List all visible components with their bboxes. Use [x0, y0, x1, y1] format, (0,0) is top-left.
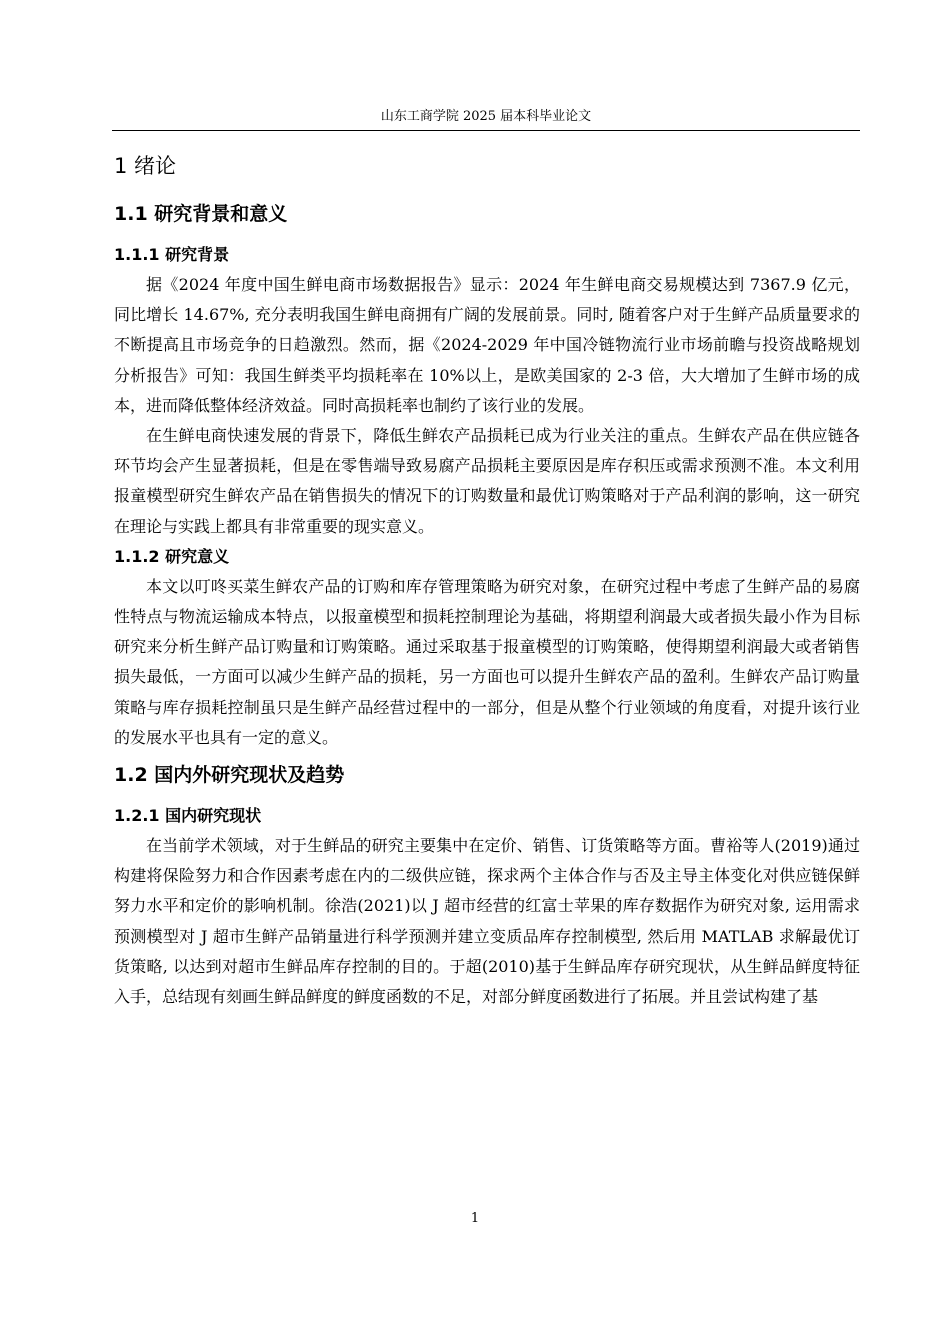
paragraph: 本文以叮咚买菜生鲜农产品的订购和库存管理策略为研究对象，在研究过程中考虑了生鲜产品的易腐性特点与物流运输成本特点，以报童模型和损耗控制理论为基础，将期望利润最大或者损失最小作为目标研究来分析生鲜产品订购量和订购策略。通过采取基于报童模型的订购策略，使得期望利润最大或者销售损失最低，一方面可以减少生鲜产品的损耗，另一方面也可以提升生鲜农产品的盈利。生鲜农产品订购量策略与库存损耗控制虽只是生鲜产品经营过程中的一部分，但是从整个行业领域的角度看，对提升该行业的发展水平也具有一定的意义。: [114, 576, 860, 747]
paragraph: 在当前学术领域，对于生鲜品的研究主要集中在定价、销售、订货策略等方面。曹裕等人(2019)通过构建将保险努力和合作因素考虑在内的二级供应链，探求两个主体合作与否及主导主体变化对供应链保鲜努力水平和定价的影响机制。徐浩(2021)以 J 超市经营的红富士苹果的库存数据作为研究对象, 运用需求预测模型对 J 超市生鲜产品销量进行科学预测并建立变质品库存控制模型, 然后用 MATLAB 求解最优订货策略, 以达到对超市生鲜品库存控制的目的。于超(2010)基于生鲜品库存研究现状，从生鲜品鲜度特征入手，总结现有刻画生鲜品鲜度的鲜度函数的不足，对部分鲜度函数进行了拓展。并且尝试构建了基: [114, 836, 860, 1007]
subsection-title-1-1-2: 1.1.2 研究意义: [114, 546, 230, 566]
paragraph: 据《2024 年度中国生鲜电商市场数据报告》显示：2024 年生鲜电商交易规模达到 7367.9 亿元， 同比增长 14.67%, 充分表明我国生鲜电商拥有广阔的发展前景。同时, 随着客户对于生鲜产品质量要求的不断提高且市场竞争的日趋激烈。然而，据《2024-2029 年中国冷链物流行业市场前瞻与投资战略规划分析报告》可知：我国生鲜类平均损耗率在 10%以上，是欧美国家的 2-3 倍，大大增加了生鲜市场的成本，进而降低整体经济效益。同时高损耗率也制约了该行业的发展。: [114, 275, 860, 415]
section-title-1-2: 1.2 国内外研究现状及趋势: [114, 764, 345, 787]
subsection-title-1-1-1: 1.1.1 研究背景: [114, 245, 230, 264]
running-header: 山东工商学院 2025 届本科毕业论文: [380, 109, 592, 124]
paragraph: 在生鲜电商快速发展的背景下，降低生鲜农产品损耗已成为行业关注的重点。生鲜农产品在供应链各环节均会产生显著损耗，但是在零售端导致易腐产品损耗主要原因是库存积压或需求预测不准。本文利用报童模型研究生鲜农产品在销售损失的情况下的订购数量和最优订购策略对于产品利润的影响，这一研究在理论与实践上都具有非常重要的现实意义。: [114, 426, 860, 536]
chapter-title: 1 绪论: [114, 154, 177, 178]
section-title-1-1: 1.1 研究背景和意义: [114, 203, 288, 225]
header-rule: [112, 130, 860, 131]
subsection-title-1-2-1: 1.2.1 国内研究现状: [114, 806, 262, 826]
page-content: [114, 148, 860, 1012]
page-number: 1: [470, 1211, 480, 1226]
